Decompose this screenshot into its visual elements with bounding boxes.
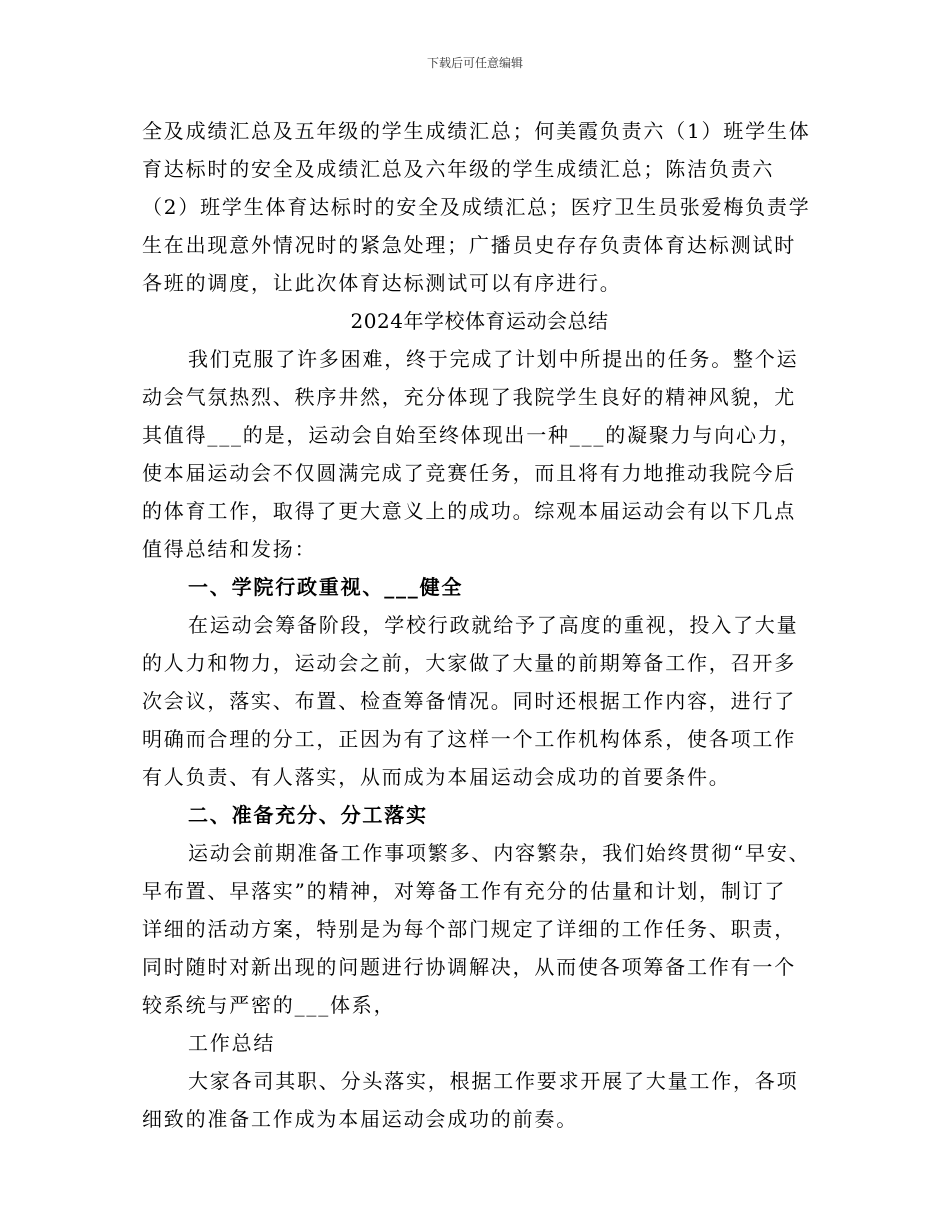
text-line: 早布置、早落实”的精神，对筹备工作有充分的估量和计划，制订了 bbox=[142, 879, 787, 903]
text-line: 次会议，落实、布置、检查筹备情况。同时还根据工作内容，进行了 bbox=[142, 689, 796, 713]
text-line: 工作总结 bbox=[188, 1031, 276, 1055]
text-line: 动会气氛热烈、秩序井然，充分体现了我院学生良好的精神风貌，尤 bbox=[142, 385, 796, 409]
header-note: 下载后可任意编辑 bbox=[426, 56, 523, 70]
text-line: 的体育工作，取得了更大意义上的成功。综观本届运动会有以下几点 bbox=[142, 499, 796, 523]
text-line: 其值得___的是，运动会自始至终体现出一种___的凝聚力与向心力， bbox=[142, 423, 802, 447]
text-line: 明确而合理的分工，正因为有了这样一个工作机构体系，使各项工作 bbox=[142, 727, 796, 751]
text-line: 有人负责、有人落实，从而成为本届运动会成功的首要条件。 bbox=[142, 765, 731, 789]
document-body bbox=[142, 112, 817, 1138]
text-line: 的人力和物力，运动会之前，大家做了大量的前期筹备工作，召开多 bbox=[142, 651, 796, 675]
text-line: 运动会前期准备工作事项繁多、内容繁杂，我们始终贯彻“早安、 bbox=[188, 841, 811, 865]
text-line: 育达标时的安全及成绩汇总及六年级的学生成绩汇总；陈洁负责六 bbox=[142, 157, 775, 181]
text-line: 大家各司其职、分头落实，根据工作要求开展了大量工作，各项 bbox=[188, 1069, 799, 1093]
text-line: 在运动会筹备阶段，学校行政就给予了高度的重视，投入了大量 bbox=[188, 613, 799, 637]
text-line: 全及成绩汇总及五年级的学生成绩汇总；何美霞负责六（1）班学生体 bbox=[142, 119, 811, 143]
text-line: 较系统与严密的___体系， bbox=[142, 993, 396, 1017]
text-line: 各班的调度，让此次体育达标测试可以有序进行。 bbox=[142, 271, 622, 295]
text-line: 细致的准备工作成为本届运动会成功的前奏。 bbox=[142, 1107, 578, 1131]
text-line: 生在出现意外情况时的紧急处理；广播员史存存负责体育达标测试时 bbox=[142, 233, 796, 257]
section-heading: 二、准备充分、分工落实 bbox=[188, 803, 428, 827]
text-line: 同时随时对新出现的问题进行协调解决，从而使各项筹备工作有一个 bbox=[142, 955, 796, 979]
section-heading: 一、学院行政重视、___健全 bbox=[188, 575, 464, 599]
text-line: 我们克服了许多困难，终于完成了计划中所提出的任务。整个运 bbox=[188, 347, 799, 371]
text-line: 详细的活动方案，特别是为每个部门规定了详细的工作任务、职责， bbox=[142, 917, 796, 941]
text-line: 使本届运动会不仅圆满完成了竞赛任务，而且将有力地推动我院今后 bbox=[142, 461, 796, 485]
text-line: （2）班学生体育达标时的安全及成绩汇总；医疗卫生员张爱梅负责学 bbox=[142, 195, 811, 219]
document-title: 2024年学校体育运动会总结 bbox=[350, 309, 609, 333]
text-line: 值得总结和发扬： bbox=[142, 537, 317, 561]
